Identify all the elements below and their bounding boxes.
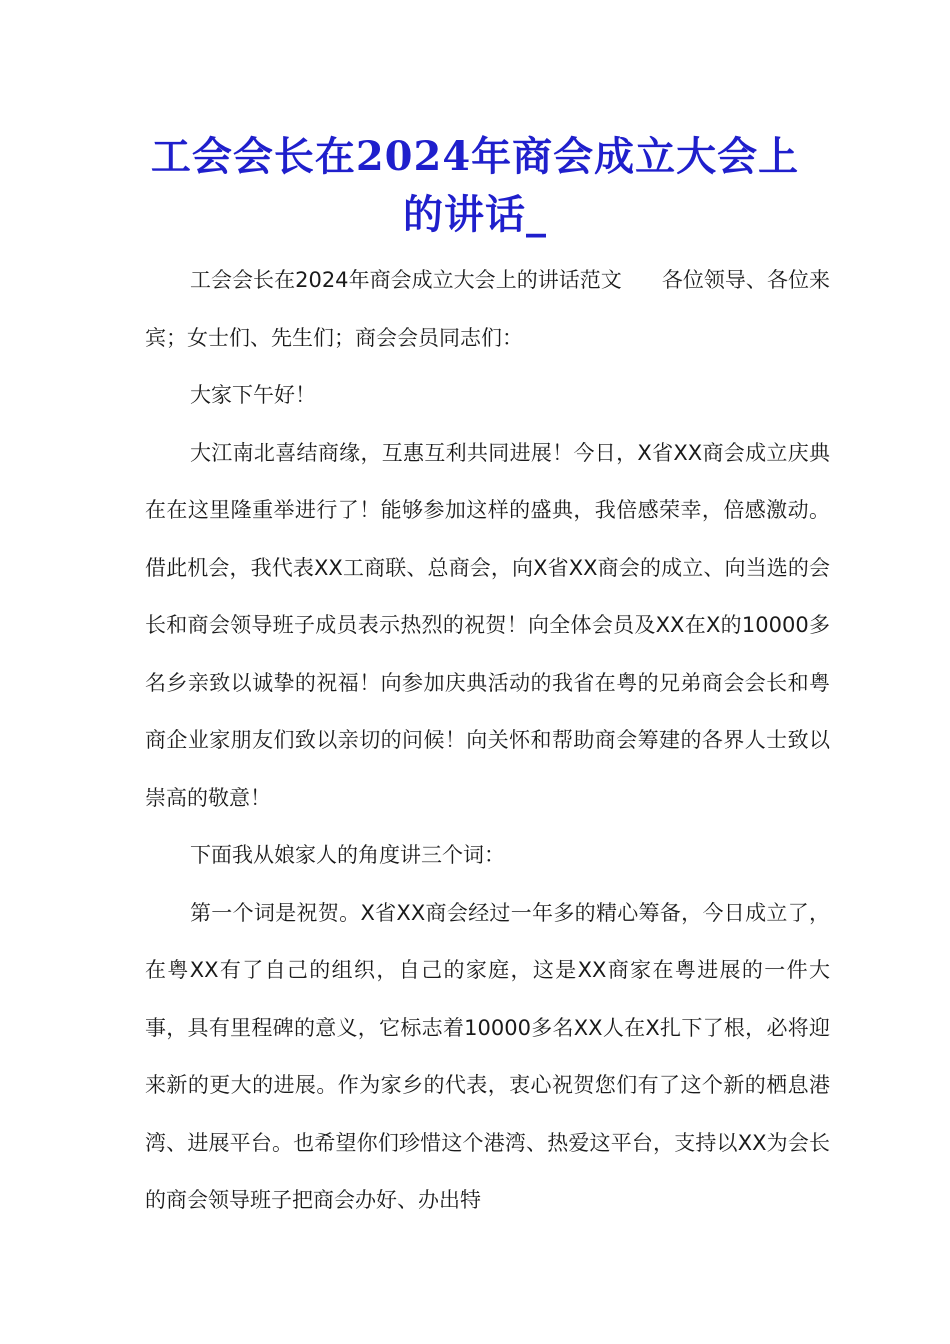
paragraph-2: 大家下午好！ [190, 383, 316, 407]
paragraph-1-salutation: 各位领导、各位来宾；女士们、先生们；商会会员同志们： [145, 268, 830, 350]
paragraph-3: 大江南北喜结商缘，互惠互利共同进展！今日，X省XX商会成立庆典在在这里隆重举进行了！能够参加这样的盛典，我倍感荣幸，倍感激动。借此机会，我代表XX工商联、总商会，向X省XX商会的成立、向当选的会长和商会领导班子成员表示热烈的祝贺！向全体会员及XX在X的10000多名乡亲致以诚挚的祝福！向参加庆典活动的我省在粤的兄弟商会会长和粤商企业家朋友们致以亲切的问候！向关怀和帮助商会筹建的各界人士致以崇高的敬意！ [145, 440, 830, 810]
paragraph-1-heading: 工会会长在2024年商会成立大会上的讲话范文 [190, 268, 622, 292]
paragraph-5: 第一个词是祝贺。X省XX商会经过一年多的精心筹备，今日成立了，在粤XX有了自己的组织，自己的家庭，这是XX商家在粤进展的一件大事，具有里程碑的意义，它标志着10000多名XX人在X扎下了根，必将迎来新的更大的进展。作为家乡的代表，衷心祝贺您们有了这个新的栖息港湾、进展平台。也希望你们珍惜这个港湾、热爱这平台，支持以XX为会长的商会领导班子把商会办好、办出特 [145, 900, 830, 1212]
title-line-1: 工会会长在2024年商会成立大会上 [150, 133, 800, 180]
paragraph-4: 下面我从娘家人的角度讲三个词： [190, 843, 505, 867]
title-line-2: 的讲话_ [403, 191, 547, 238]
paragraph-1 [145, 252, 830, 367]
document-body [145, 252, 830, 1230]
document-title [120, 128, 830, 244]
